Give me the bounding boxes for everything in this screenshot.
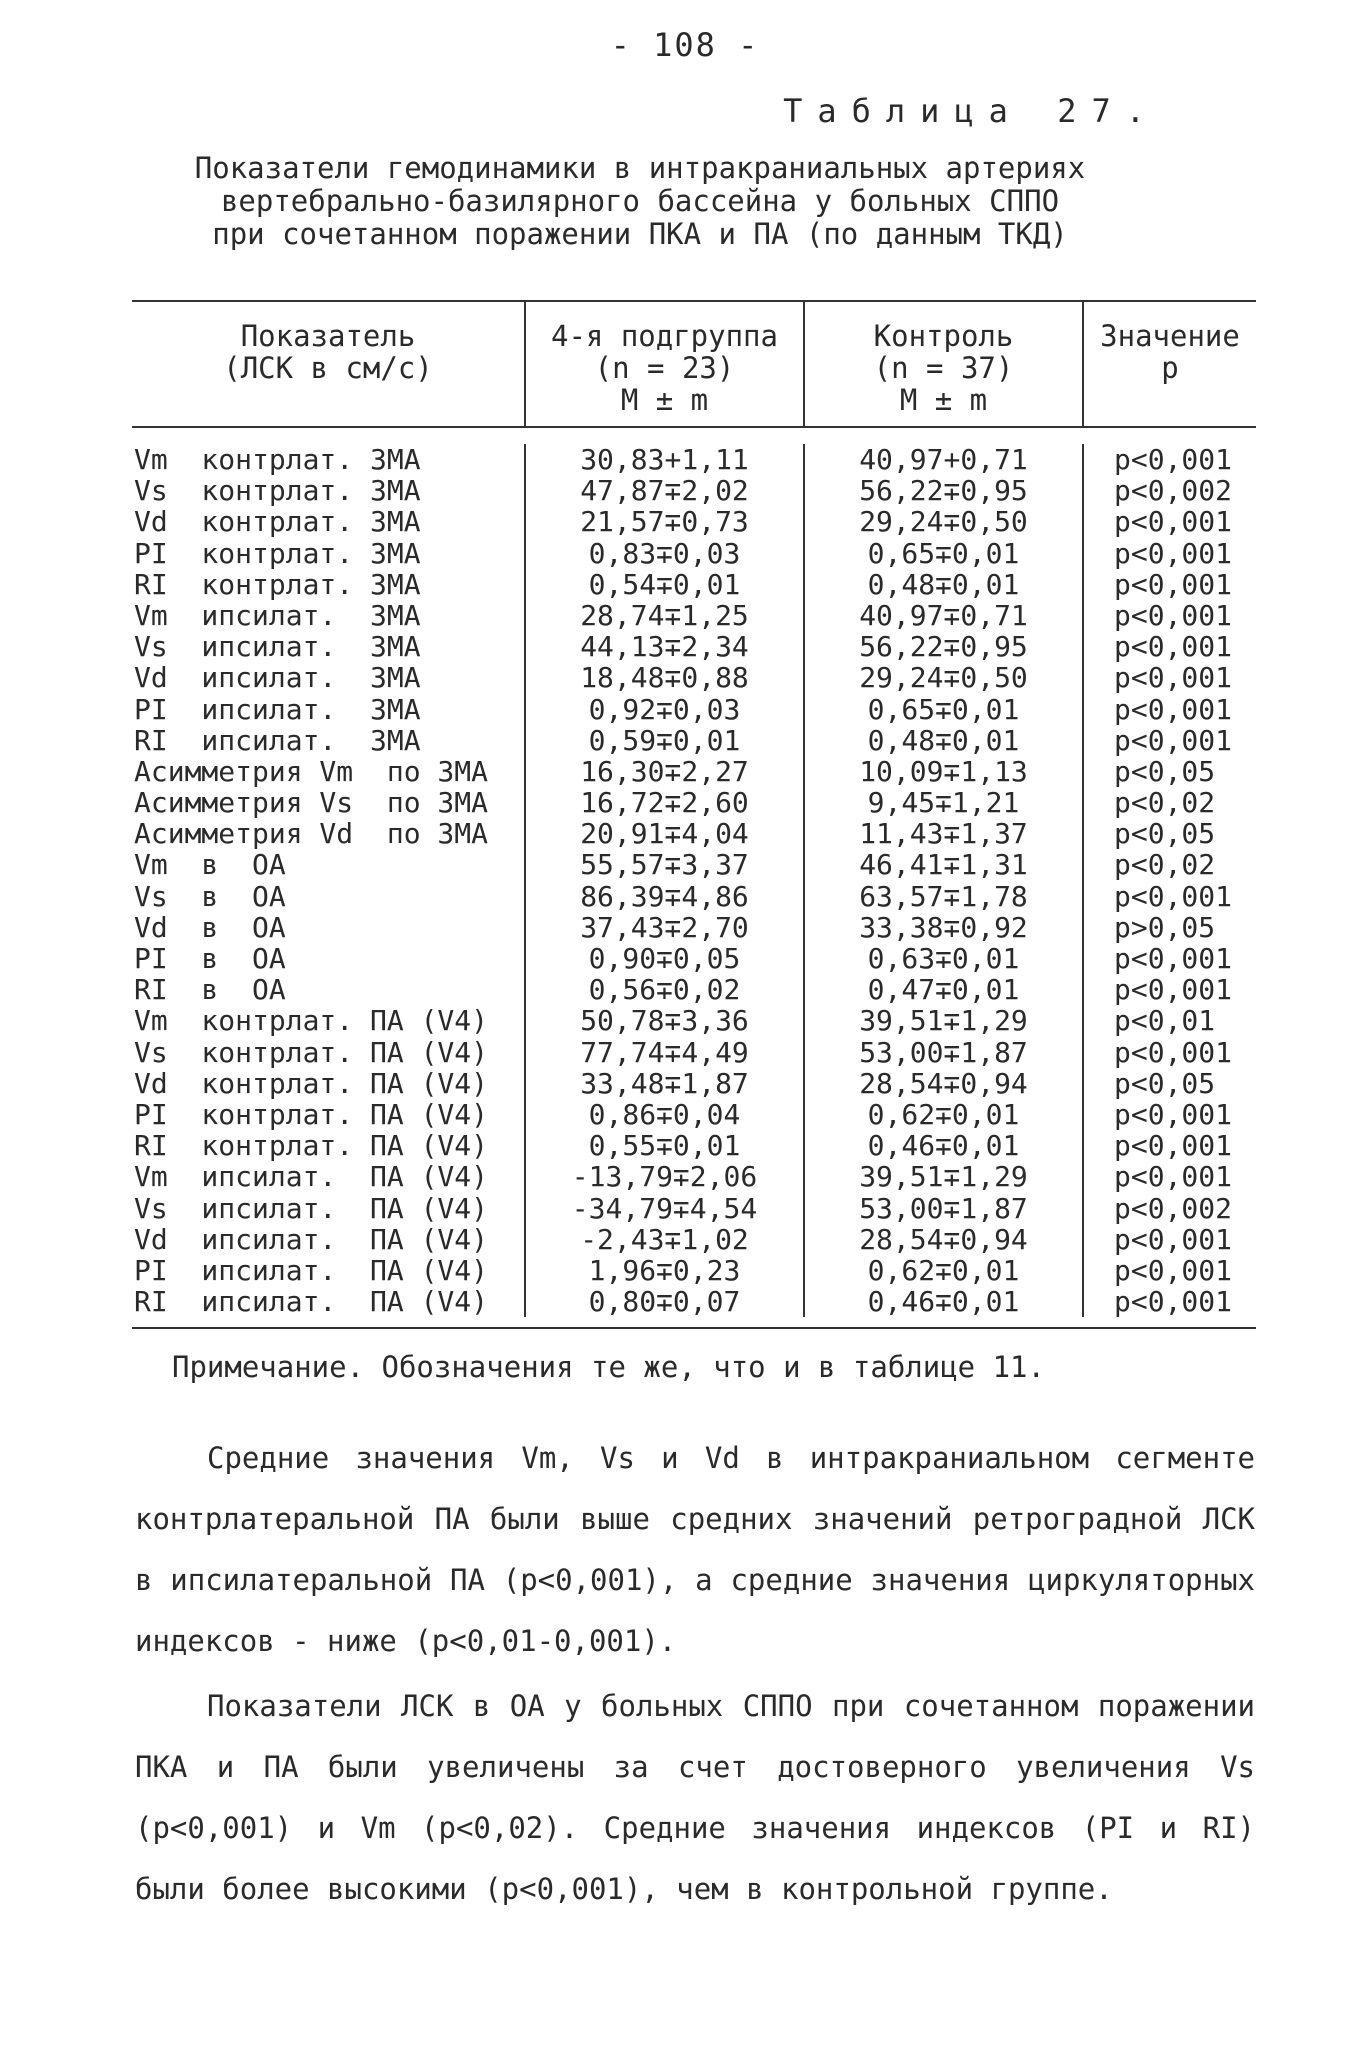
cell-indicator: Vm в ОА: [134, 848, 286, 882]
cell-p-value: p<0,05: [1114, 817, 1216, 851]
cell-subgroup-value: 47,87∓2,02: [580, 474, 749, 508]
cell-subgroup-value: -13,79∓2,06: [571, 1160, 758, 1194]
cell-p-value: p<0,002: [1114, 474, 1233, 508]
cell-control-value: 0,65∓0,01: [867, 536, 1020, 570]
cell-indicator: RI контрлат. ЗМА: [134, 567, 421, 601]
cell-subgroup-value: 1,96∓0,23: [588, 1253, 741, 1287]
cell-subgroup-value: -2,43∓1,02: [580, 1222, 749, 1256]
cell-indicator: Vs контрлат. ПА (V4): [134, 1035, 489, 1069]
cell-control-value: 0,62∓0,01: [867, 1253, 1020, 1287]
cell-control-value: 0,65∓0,01: [867, 692, 1020, 726]
header-control: Контроль (n = 37) M ± m: [803, 302, 1082, 426]
cell-control-value: 40,97∓0,71: [859, 598, 1028, 632]
cell-indicator: RI контрлат. ПА (V4): [134, 1129, 489, 1163]
cell-subgroup-value: 77,74∓4,49: [580, 1035, 749, 1069]
cell-p-value: p<0,05: [1114, 754, 1216, 788]
cell-subgroup-value: 86,39∓4,86: [580, 879, 749, 913]
cell-p-value: p<0,001: [1114, 1129, 1233, 1163]
data-table: [132, 300, 1256, 1329]
column-indicator: [132, 444, 524, 1317]
cell-control-value: 39,51∓1,29: [859, 1160, 1028, 1194]
cell-p-value: p<0,001: [1114, 443, 1233, 476]
cell-subgroup-value: 50,78∓3,36: [580, 1004, 749, 1038]
cell-p-value: p<0,001: [1114, 1035, 1233, 1069]
cell-control-value: 0,48∓0,01: [867, 723, 1020, 757]
cell-subgroup-value: 0,54∓0,01: [588, 567, 741, 601]
cell-p-value: p<0,001: [1114, 1097, 1233, 1131]
cell-control-value: 56,22∓0,95: [859, 474, 1028, 508]
cell-p-value: p<0,001: [1114, 505, 1233, 539]
cell-indicator: Vd ипсилат. ПА (V4): [134, 1222, 489, 1256]
cell-control-value: 29,24∓0,50: [859, 505, 1028, 539]
table-header: [132, 302, 1256, 428]
cell-control-value: 40,97+0,71: [859, 443, 1028, 476]
cell-p-value: p<0,001: [1114, 661, 1233, 695]
cell-indicator: Vs контрлат. ЗМА: [134, 474, 421, 508]
cell-control-value: 0,63∓0,01: [867, 942, 1020, 975]
cell-control-value: 63,57∓1,78: [859, 879, 1028, 913]
cell-indicator: Vm ипсилат. ЗМА: [134, 598, 421, 632]
cell-p-value: p<0,001: [1114, 1222, 1233, 1256]
column-p-value: [1082, 444, 1256, 1317]
cell-indicator: Vs ипсилат. ЗМА: [134, 630, 421, 664]
cell-subgroup-value: 0,56∓0,02: [588, 973, 741, 1007]
cell-control-value: 10,09∓1,13: [859, 754, 1028, 788]
paragraph: Средние значения Vm, Vs и Vd в интракраниальном сегменте контрлатеральной ПА были выше средних значений ретроградной ЛСК в ипсилатеральной ПА (p<0,001), а средние значения циркуляторных индексов - ниже (p<0,01-0,001).: [135, 1441, 1255, 1658]
column-subgroup: [524, 444, 803, 1317]
table-number: Таблица 27.: [783, 92, 1160, 130]
header-p-value: Значение p: [1082, 302, 1256, 426]
cell-p-value: p<0,001: [1114, 879, 1233, 913]
cell-indicator: Vd контрлат. ЗМА: [134, 505, 421, 539]
cell-p-value: p<0,001: [1114, 630, 1233, 664]
cell-subgroup-value: 18,48∓0,88: [580, 661, 749, 695]
cell-subgroup-value: 0,59∓0,01: [588, 723, 741, 757]
cell-subgroup-value: 0,92∓0,03: [588, 692, 741, 726]
cell-indicator: Vs ипсилат. ПА (V4): [134, 1191, 489, 1225]
cell-control-value: 56,22∓0,95: [859, 630, 1028, 664]
header-subgroup: 4-я подгруппа (n = 23) M ± m: [524, 302, 803, 426]
cell-subgroup-value: 0,90∓0,05: [588, 942, 741, 975]
cell-control-value: 53,00∓1,87: [859, 1035, 1028, 1069]
column-control: [803, 444, 1082, 1317]
cell-control-value: 39,51∓1,29: [859, 1004, 1028, 1038]
cell-indicator: PI в ОА: [134, 942, 286, 975]
table-title: [140, 152, 1140, 251]
header-indicator: Показатель (ЛСК в см/с): [223, 319, 433, 385]
cell-indicator: RI ипсилат. ПА (V4): [134, 1285, 489, 1319]
cell-subgroup-value: 33,48∓1,87: [580, 1066, 749, 1100]
cell-p-value: p<0,001: [1114, 942, 1233, 975]
cell-indicator: Vs в ОА: [134, 879, 286, 913]
cell-control-value: 9,45∓1,21: [867, 786, 1020, 820]
cell-indicator: PI ипсилат. ЗМА: [134, 692, 421, 726]
cell-p-value: p<0,001: [1114, 598, 1233, 632]
cell-subgroup-value: 0,83∓0,03: [588, 536, 741, 570]
cell-indicator: Vm контрлат. ПА (V4): [134, 1004, 489, 1038]
cell-indicator: Асимметрия Vd по ЗМА: [134, 817, 489, 851]
cell-p-value: p<0,001: [1114, 692, 1233, 726]
cell-p-value: p<0,02: [1114, 848, 1216, 882]
cell-subgroup-value: 55,57∓3,37: [580, 848, 749, 882]
cell-p-value: p<0,001: [1114, 1160, 1233, 1194]
cell-indicator: PI ипсилат. ПА (V4): [134, 1253, 489, 1287]
cell-p-value: p<0,002: [1114, 1191, 1233, 1225]
cell-control-value: 29,24∓0,50: [859, 661, 1028, 695]
cell-p-value: p<0,02: [1114, 786, 1216, 820]
cell-subgroup-value: 21,57∓0,73: [580, 505, 749, 539]
cell-indicator: Vd контрлат. ПА (V4): [134, 1066, 489, 1100]
cell-p-value: p>0,05: [1114, 910, 1216, 944]
cell-control-value: 0,48∓0,01: [867, 567, 1020, 601]
cell-subgroup-value: 16,30∓2,27: [580, 754, 749, 788]
cell-subgroup-value: 30,83+1,11: [580, 443, 749, 476]
cell-subgroup-value: -34,79∓4,54: [571, 1191, 758, 1225]
title-line: вертебрально-базилярного бассейна у больных СППО: [220, 184, 1060, 218]
cell-indicator: Асимметрия Vs по ЗМА: [134, 786, 489, 820]
cell-control-value: 11,43∓1,37: [859, 817, 1028, 851]
cell-indicator: PI контрлат. ЗМА: [134, 536, 421, 570]
cell-subgroup-value: 20,91∓4,04: [580, 817, 749, 851]
cell-indicator: Vm контрлат. ЗМА: [134, 443, 421, 476]
cell-subgroup-value: 0,86∓0,04: [588, 1097, 741, 1131]
cell-subgroup-value: 0,55∓0,01: [588, 1129, 741, 1163]
cell-subgroup-value: 44,13∓2,34: [580, 630, 749, 664]
cell-control-value: 53,00∓1,87: [859, 1191, 1028, 1225]
cell-control-value: 28,54∓0,94: [859, 1222, 1028, 1256]
cell-indicator: RI в ОА: [134, 973, 286, 1007]
cell-indicator: Vd ипсилат. ЗМА: [134, 661, 421, 695]
cell-control-value: 46,41∓1,31: [859, 848, 1028, 882]
cell-p-value: p<0,001: [1114, 536, 1233, 570]
cell-p-value: p<0,001: [1114, 723, 1233, 757]
cell-control-value: 28,54∓0,94: [859, 1066, 1028, 1100]
cell-p-value: p<0,001: [1114, 1285, 1233, 1319]
cell-p-value: p<0,001: [1114, 1253, 1233, 1287]
cell-subgroup-value: 37,43∓2,70: [580, 910, 749, 944]
cell-p-value: p<0,001: [1114, 973, 1233, 1007]
cell-control-value: 33,38∓0,92: [859, 910, 1028, 944]
cell-indicator: RI ипсилат. ЗМА: [134, 723, 421, 757]
cell-p-value: p<0,001: [1114, 567, 1233, 601]
cell-control-value: 0,46∓0,01: [867, 1129, 1020, 1163]
cell-control-value: 0,46∓0,01: [867, 1285, 1020, 1319]
cell-indicator: Асимметрия Vm по ЗМА: [134, 754, 489, 788]
paragraph: Показатели ЛСК в ОА у больных СППО при сочетанном поражении ПКА и ПА были увеличены за счет достоверного увеличения Vs (p<0,001) и Vm (p<0,02). Средние значения индексов (PI и RI) были более высокими (p<0,001), чем в контрольной группе.: [135, 1689, 1255, 1906]
table-note: Примечание. Обозначения те же, что и в таблице 11.: [172, 1350, 1045, 1384]
cell-control-value: 0,62∓0,01: [867, 1097, 1020, 1131]
cell-indicator: Vm ипсилат. ПА (V4): [134, 1160, 489, 1194]
page-number: - 108 -: [610, 26, 760, 64]
cell-indicator: PI контрлат. ПА (V4): [134, 1097, 489, 1131]
cell-p-value: p<0,05: [1114, 1066, 1216, 1100]
table-body: [132, 428, 1256, 1327]
cell-control-value: 0,47∓0,01: [867, 973, 1020, 1007]
cell-subgroup-value: 16,72∓2,60: [580, 786, 749, 820]
cell-subgroup-value: 28,74∓1,25: [580, 598, 749, 632]
cell-subgroup-value: 0,80∓0,07: [588, 1285, 741, 1319]
cell-p-value: p<0,01: [1114, 1004, 1216, 1038]
cell-indicator: Vd в ОА: [134, 910, 286, 944]
title-line: при сочетанном поражении ПКА и ПА (по данным ТКД): [212, 217, 1068, 251]
title-line: Показатели гемодинамики в интракраниальных артериях: [194, 151, 1086, 185]
